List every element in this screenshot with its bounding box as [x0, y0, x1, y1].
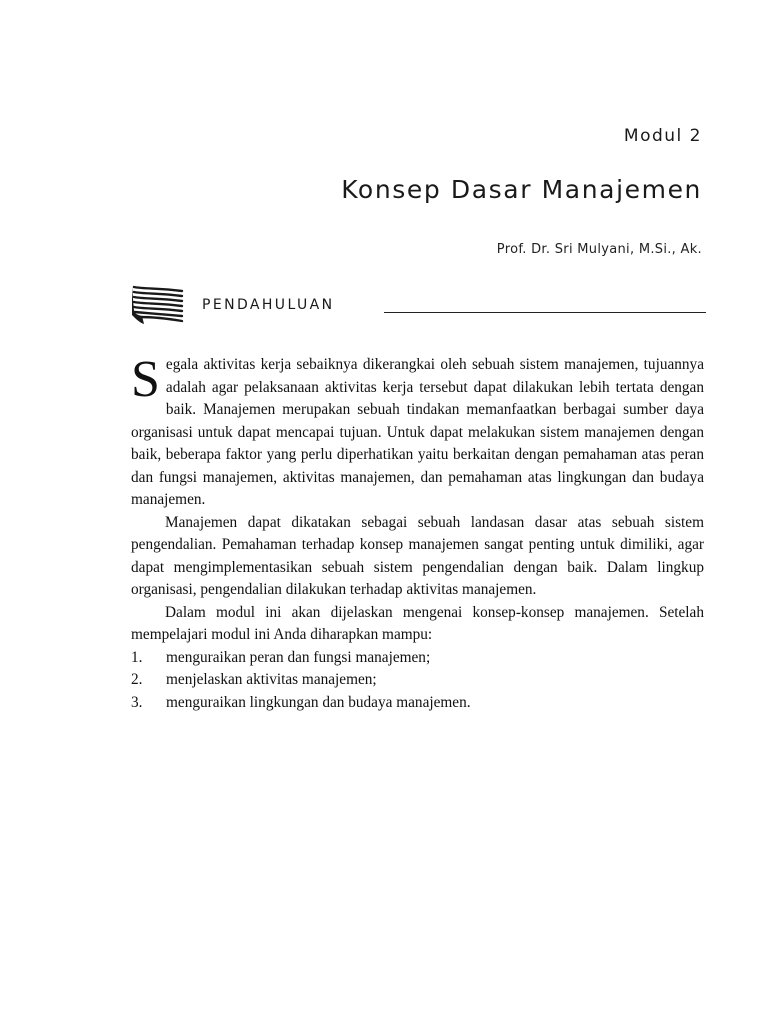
module-label: Modul 2 — [623, 126, 702, 146]
section-divider — [384, 312, 706, 313]
section-label: PENDAHULUAN — [202, 297, 335, 313]
list-item — [131, 647, 704, 670]
drop-cap: S — [131, 351, 160, 408]
list-number: 1. — [131, 648, 143, 666]
list-item-text: menguraikan lingkungan dan budaya manajemen. — [166, 693, 471, 711]
list-item — [131, 669, 704, 692]
list-number: 3. — [131, 693, 143, 711]
list-item-text: menguraikan peran dan fungsi manajemen; — [166, 648, 431, 666]
list-item-text: menjelaskan aktivitas manajemen; — [166, 671, 377, 688]
second-paragraph: Manajemen dapat dikatakan sebagai sebuah landasan dasar atas sebuah sistem pengendalian. Pemahaman terhadap konsep manajemen sangat penting untuk dimiliki, agar dapat mengimplementasikan sebuah sistem pengendalian dengan baik. Dalam lingkup organisasi, pengendalian dilakukan terhadap aktivitas manajemen. — [131, 513, 704, 598]
intro-paragraph — [131, 351, 704, 512]
list-item — [131, 692, 704, 715]
list-number: 2. — [131, 671, 143, 688]
objectives-list — [131, 647, 704, 715]
intro-paragraph-text: egala aktivitas kerja sebaiknya dikerangkai oleh sebuah sistem manajemen, tujuannya adalah agar pelaksanaan aktivitas kerja tersebut dapat dilakukan lebih tertata dengan baik. Manajemen merupakan sebuah tindakan memanfaatkan berbagai sumber daya organisasi untuk dapat mencapai tujuan. Untuk dapat melakukan sistem manajemen dengan baik, beberapa faktor yang perlu diperhatikan yaitu berkaitan dengan pemahaman atas peran dan fungsi manajemen, aktivitas manajemen, dan pemahaman atas lingkungan dan budaya manajemen. — [131, 356, 704, 508]
author-line: Prof. Dr. Sri Mulyani, M.Si., Ak. — [496, 242, 702, 257]
open-book-icon — [130, 285, 186, 325]
body-text — [131, 351, 704, 714]
third-paragraph: Dalam modul ini akan dijelaskan mengenai konsep-konsep manajemen. Setelah mempelajari modul ini Anda diharapkan mampu: — [131, 603, 704, 643]
page-title: Konsep Dasar Manajemen — [341, 175, 702, 204]
section-header — [130, 285, 706, 325]
